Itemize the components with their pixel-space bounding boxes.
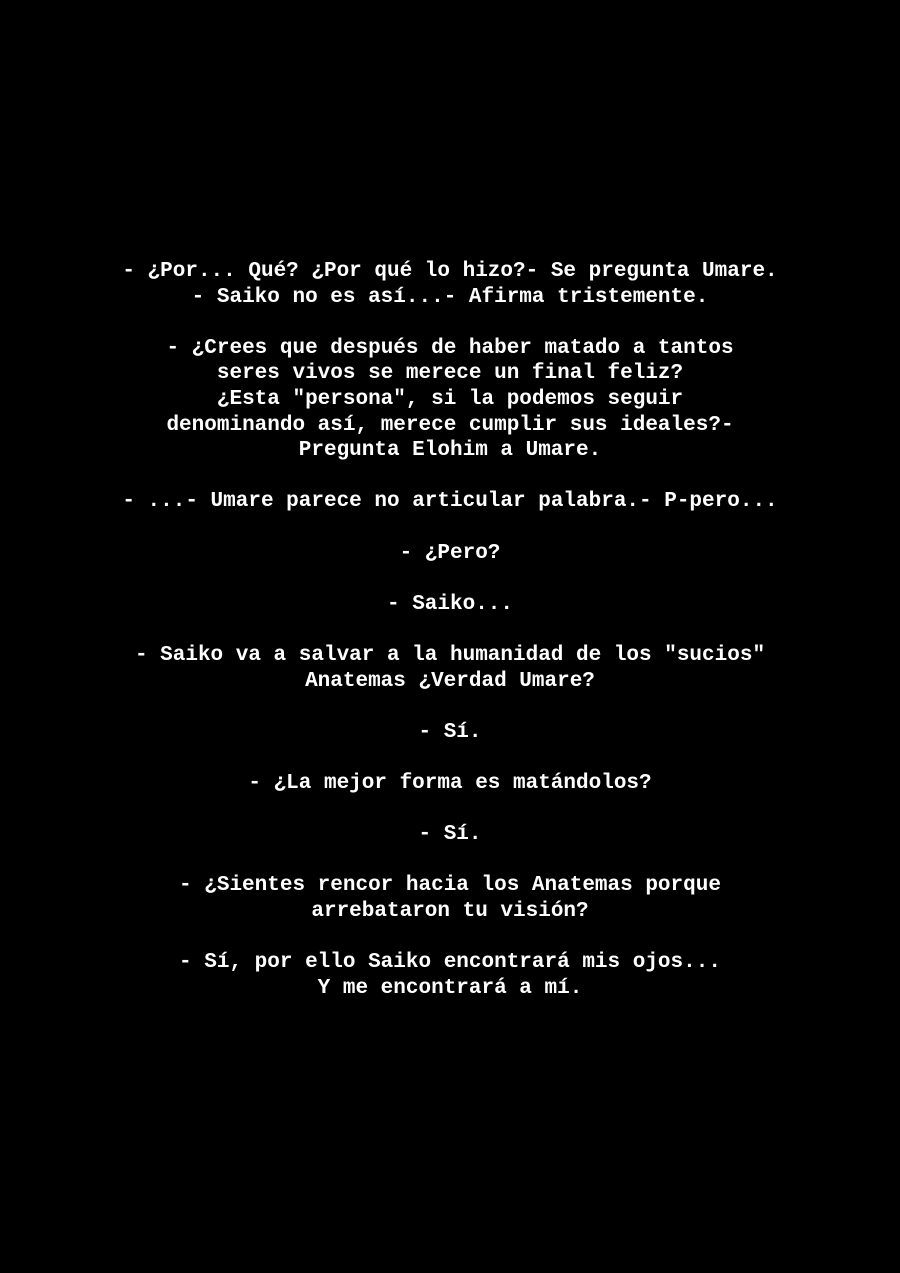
dialogue-line: - ¿Pero? (399, 541, 501, 565)
dialogue-paragraph (0, 541, 900, 567)
dialogue-line: - Sí. (418, 823, 482, 847)
dialogue-paragraph (0, 336, 900, 464)
dialogue-line: seres vivos se merece un final feliz? (216, 362, 684, 386)
dialogue-line: - ...- Umare parece no articular palabra.- P-pero... (122, 490, 778, 514)
dialogue-line: - ¿La mejor forma es matándolos? (248, 771, 652, 795)
dialogue-line: - ¿Sientes rencor hacia los Anatemas porque (179, 874, 721, 898)
dialogue-paragraph (0, 771, 900, 797)
dialogue-line: Pregunta Elohim a Umare. (298, 439, 602, 463)
dialogue-line: Anatemas ¿Verdad Umare? (305, 669, 595, 693)
dialogue-line: - Sí, por ello Saiko encontrará mis ojos... (179, 951, 721, 975)
dialogue-line: denominando así, merece cumplir sus ideales?- (166, 413, 734, 437)
dialogue-line: arrebataron tu visión? (311, 899, 589, 923)
dialogue-line: - Saiko no es así...- Afirma tristemente. (191, 285, 709, 309)
dialogue-line: Y me encontrará a mí. (317, 976, 583, 1000)
dialogue-paragraph (0, 873, 900, 924)
dialogue-line: - Sí. (418, 720, 482, 744)
dialogue-line: ¿Esta "persona", si la podemos seguir (216, 387, 684, 411)
dialogue-paragraph (0, 720, 900, 746)
dialogue-paragraph (0, 489, 900, 515)
story-page (0, 259, 900, 1027)
dialogue-paragraph (0, 950, 900, 1001)
dialogue-line: - ¿Por... Qué? ¿Por qué lo hizo?- Se pregunta Umare. (122, 260, 778, 283)
dialogue-line: - Saiko va a salvar a la humanidad de los "sucios" (134, 643, 766, 667)
dialogue-line: - ¿Crees que después de haber matado a tantos (166, 336, 734, 360)
dialogue-line: - Saiko... (386, 592, 514, 616)
dialogue-paragraph (0, 822, 900, 848)
dialogue-paragraph (0, 643, 900, 694)
dialogue-paragraph (0, 259, 900, 310)
dialogue-paragraph (0, 592, 900, 618)
